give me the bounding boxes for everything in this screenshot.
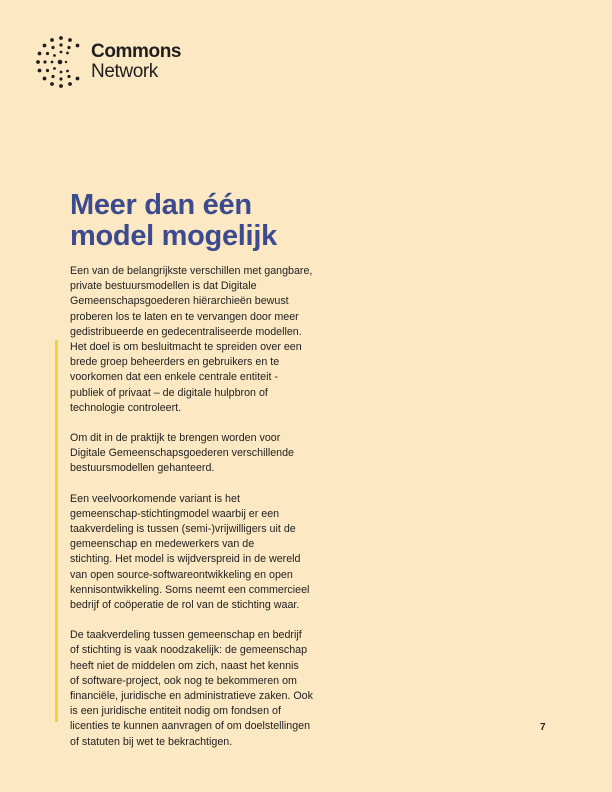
page-title: Meer dan één model mogelijk xyxy=(70,189,277,252)
logo-name-line2: Network xyxy=(91,60,158,82)
commons-network-dotted-c-icon xyxy=(34,34,88,88)
commons-network-logo xyxy=(34,34,181,88)
page-number: 7 xyxy=(540,722,546,733)
article-body xyxy=(70,264,366,765)
paragraph: De taakverdeling tussen gemeenschap en bedrijf of stichting is vaak noodzakelijk: de gemeenschap heeft niet de middelen om zich, naast het kennis of software-project, ook nog te bekommeren om financiële, juridische en administratieve zaken. Ook is een juridische entiteit nodig om fondsen of licenties te kunnen aanvragen of om doelstellingen of statuten bij wet te bekrachtigen. xyxy=(70,629,313,748)
logo-name-line1: Commons xyxy=(91,40,182,62)
paragraph: Om dit in de praktijk te brengen worden voor Digitale Gemeenschapsgoederen verschillende bestuursmodellen gehanteerd. xyxy=(70,432,294,475)
paragraph: Een veelvoorkomende variant is het gemeenschap-stichtingmodel waarbij er een taakverdeling is tussen (semi-)vrijwilligers uit de gemeenschap en medewerkers van de stichting. Het model is wijdverspreid in de wereld van open source-softwareontwikkeling en open kennisontwikkeling. Soms neemt een commercieel bedrijf of coöperatie de rol van de stichting waar. xyxy=(70,492,310,612)
logo-wordmark xyxy=(91,42,181,81)
paragraph: Een van de belangrijkste verschillen met gangbare, private bestuursmodellen is dat Digitale Gemeenschapsgoederen hiërarchieën bewust proberen los te laten en te vervangen door meer gedistribueerde en gedecentraliseerde modellen. Het doel is om besluitmacht te spreiden over een brede groep beheerders en gebruikers en te voorkomen dat een enkele centrale entiteit - publiek of privaat – de digitale hulpbron of technologie controleert. xyxy=(70,265,313,414)
accent-bar xyxy=(55,340,58,722)
